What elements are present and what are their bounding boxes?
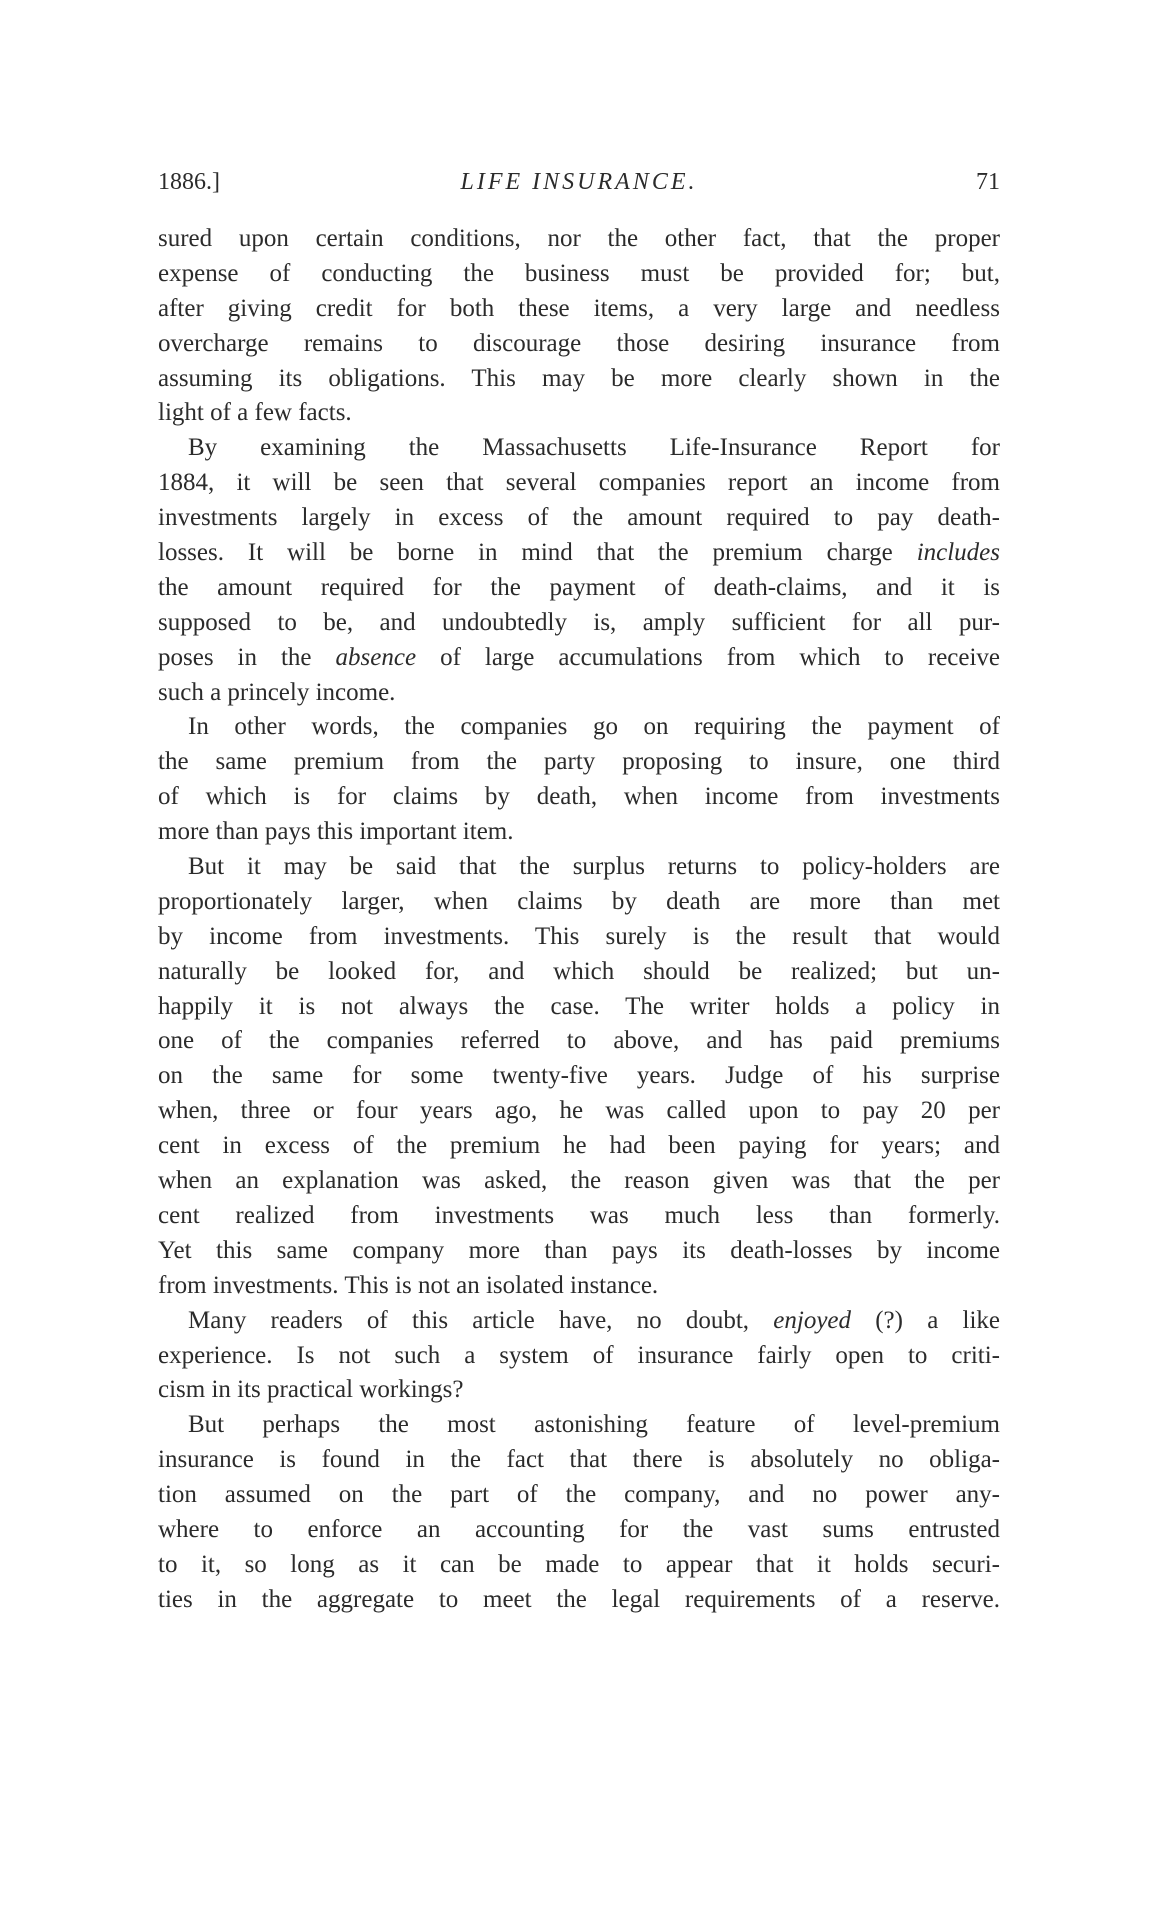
text-line: sured upon certain conditions, nor the other fact, that the proper xyxy=(158,225,1000,252)
italic-word: includes xyxy=(916,539,1000,567)
text-line: of which is for claims by death, when income from investments xyxy=(158,783,1000,811)
text-line: one of the companies referred to above, and has paid premiums xyxy=(158,1027,1000,1055)
text-line: investments largely in excess of the amount required to pay death- xyxy=(158,504,1000,532)
text-line: happily it is not always the case. The writer holds a policy in xyxy=(158,992,1000,1020)
text-run: Many readers of this article have, no doubt, xyxy=(188,1306,750,1334)
text-line: proportionately larger, when claims by death are more than met xyxy=(158,887,1000,915)
text-line: 1884, it will be seen that several companies report an income from xyxy=(158,469,1000,497)
text-line: the amount required for the payment of death-claims, and it is xyxy=(158,573,1000,601)
italic-word: enjoyed xyxy=(773,1306,852,1334)
text-line xyxy=(158,536,1000,571)
text-run: (?) a like xyxy=(875,1306,1000,1334)
running-head-title: LIFE INSURANCE. xyxy=(460,169,698,195)
text-line: after giving credit for both these items, a very large and needless xyxy=(158,294,1000,322)
text-line: to it, so long as it can be made to appear that it holds securi- xyxy=(158,1550,1000,1578)
text-line: overcharge remains to discourage those desiring insurance from xyxy=(158,329,1000,357)
text-line xyxy=(158,1304,1000,1339)
page-number: 71 xyxy=(976,169,1000,195)
text-line: cent realized from investments was much less than formerly. xyxy=(158,1201,1000,1229)
text-line: tion assumed on the part of the company, and no power any- xyxy=(158,1481,1000,1509)
text-line: from investments. This is not an isolated instance. xyxy=(158,1271,659,1299)
text-line: by income from investments. This surely is the result that would xyxy=(158,922,1000,950)
text-line: where to enforce an accounting for the vast sums entrusted xyxy=(158,1515,1000,1543)
text-line: when, three or four years ago, he was called upon to pay 20 per xyxy=(158,1097,1000,1125)
text-line: insurance is found in the fact that there is absolutely no obliga- xyxy=(158,1446,1000,1474)
text-run: of large accumulations from which to receive xyxy=(440,643,1000,671)
italic-word: absence xyxy=(335,643,417,671)
text-line xyxy=(158,641,1000,676)
text-line: naturally be looked for, and which should be realized; but un- xyxy=(158,957,1000,985)
text-line: cism in its practical workings? xyxy=(158,1376,464,1404)
text-line: light of a few facts. xyxy=(158,399,352,427)
text-run: poses in the xyxy=(158,643,312,671)
text-line: In other words, the companies go on requiring the payment of xyxy=(188,713,1000,741)
text-line: expense of conducting the business must be provided for; but, xyxy=(158,259,1000,287)
text-line: when an explanation was asked, the reason given was that the per xyxy=(158,1167,1000,1195)
running-head-year: 1886.] xyxy=(158,169,220,195)
text-line: supposed to be, and undoubtedly is, amply sufficient for all pur- xyxy=(158,608,1000,636)
text-line: on the same for some twenty-five years. Judge of his surprise xyxy=(158,1062,1000,1090)
text-line: experience. Is not such a system of insurance fairly open to criti- xyxy=(158,1341,1000,1369)
text-line: But it may be said that the surplus returns to policy-holders are xyxy=(188,853,1000,881)
text-line: such a princely income. xyxy=(158,678,396,706)
running-head xyxy=(158,166,1000,198)
text-line: the same premium from the party proposing to insure, one third xyxy=(158,748,1000,776)
text-line: Yet this same company more than pays its death-losses by income xyxy=(158,1236,1000,1264)
body-text xyxy=(158,222,1000,1618)
text-run: losses. It will be borne in mind that the premium charge xyxy=(158,539,893,567)
text-line: cent in excess of the premium he had been paying for years; and xyxy=(158,1132,1000,1160)
text-line: assuming its obligations. This may be more clearly shown in the xyxy=(158,364,1000,392)
text-line: more than pays this important item. xyxy=(158,818,514,846)
text-line: ties in the aggregate to meet the legal requirements of a reserve. xyxy=(158,1585,1000,1613)
text-line: But perhaps the most astonishing feature of level-premium xyxy=(188,1411,1000,1439)
text-line: By examining the Massachusetts Life-Insurance Report for xyxy=(188,434,1000,462)
